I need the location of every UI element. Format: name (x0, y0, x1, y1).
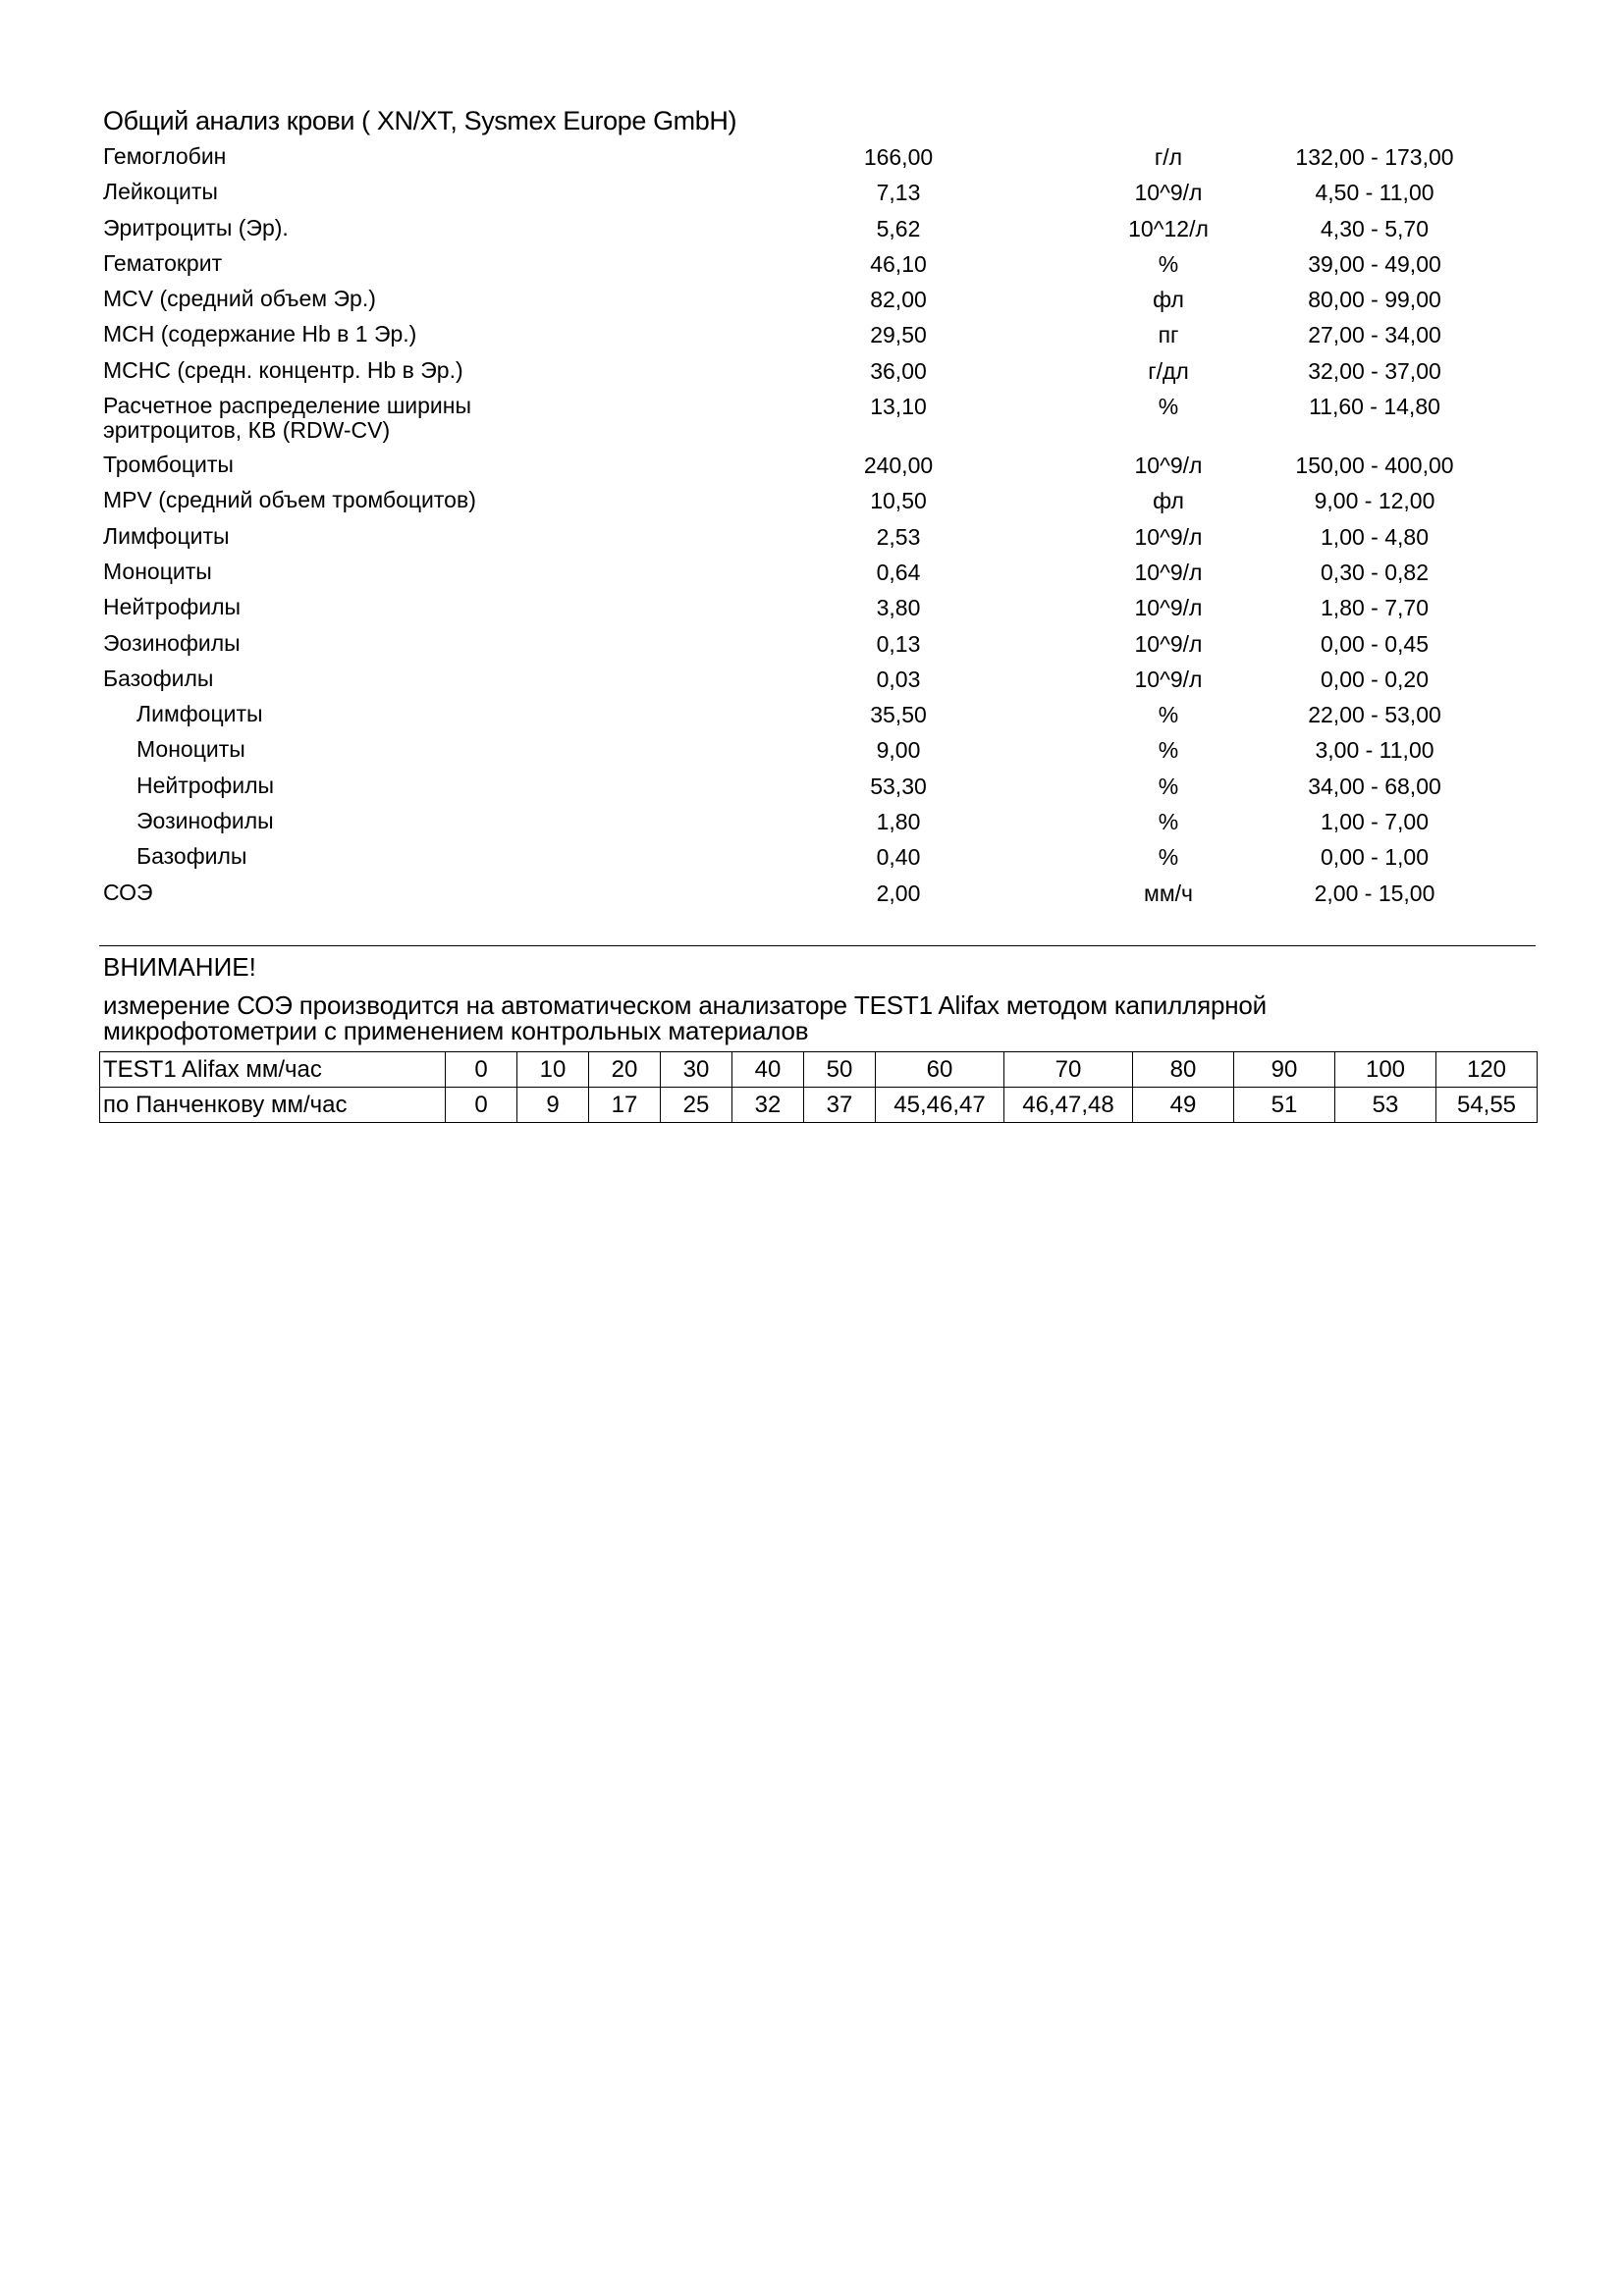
result-name: Моноциты (103, 558, 212, 584)
result-reference: 11,60 - 14,80 (1309, 394, 1440, 420)
result-row (103, 734, 1507, 770)
result-name: Эозинофилы (103, 629, 241, 656)
table-cell: 37 (804, 1088, 876, 1123)
result-name: Базофилы (103, 665, 214, 691)
table-cell: 10 (517, 1052, 589, 1088)
result-row (103, 664, 1507, 699)
table-cell: 17 (589, 1088, 661, 1123)
result-value: 82,00 (870, 287, 927, 313)
result-unit: 10^9/л (1134, 559, 1203, 585)
result-row (103, 521, 1507, 557)
result-name: СОЭ (103, 879, 153, 905)
result-reference: 39,00 - 49,00 (1308, 250, 1441, 277)
result-reference: 27,00 - 34,00 (1308, 322, 1441, 348)
result-unit: пг (1158, 322, 1179, 348)
result-row (103, 213, 1507, 248)
table-cell-label: TEST1 Alifax мм/час (100, 1052, 446, 1088)
result-unit: 10^9/л (1134, 180, 1203, 206)
result-value: 3,80 (876, 595, 921, 621)
result-value: 9,00 (876, 737, 921, 764)
result-name: Эритроциты (Эр). (103, 214, 289, 240)
table-cell: 70 (1004, 1052, 1133, 1088)
result-reference: 1,00 - 7,00 (1321, 809, 1429, 835)
result-value: 46,10 (870, 250, 927, 277)
result-unit: мм/ч (1144, 880, 1193, 906)
result-row (103, 806, 1507, 841)
table-cell: 32 (732, 1088, 804, 1123)
result-name: Нейтрофилы (103, 594, 242, 620)
warning-title: ВНИМАНИЕ! (103, 952, 256, 982)
result-row (103, 699, 1507, 734)
result-row (103, 628, 1507, 664)
result-name: Гемоглобин (103, 143, 227, 169)
result-reference: 132,00 - 173,00 (1295, 144, 1454, 170)
result-reference: 0,00 - 0,45 (1321, 630, 1429, 657)
result-name: Лимфоциты (136, 701, 263, 727)
result-name-line2: эритроцитов, КВ (RDW-CV) (103, 417, 391, 444)
result-unit: 10^9/л (1134, 453, 1203, 479)
warning-line-2: микрофотометрии с применением контрольных материалов (103, 1016, 809, 1045)
result-unit: 10^12/л (1128, 215, 1209, 241)
result-value: 7,13 (876, 180, 921, 206)
result-name: Тромбоциты (103, 452, 234, 478)
result-reference: 1,80 - 7,70 (1321, 595, 1429, 621)
table-cell: 0 (446, 1052, 517, 1088)
result-unit: 10^9/л (1134, 523, 1203, 550)
esr-conversion-table (99, 1051, 1538, 1123)
table-cell: 60 (876, 1052, 1004, 1088)
result-value: 5,62 (876, 215, 921, 241)
result-value: 0,64 (876, 559, 921, 585)
result-name-line1: Расчетное распределение ширины (103, 393, 472, 419)
result-row (103, 177, 1507, 212)
result-value: 0,03 (876, 666, 921, 692)
result-row (103, 391, 1507, 450)
result-unit: % (1158, 809, 1179, 835)
result-value: 1,80 (876, 809, 921, 835)
result-row (103, 771, 1507, 806)
table-cell: 80 (1133, 1052, 1234, 1088)
table-cell: 9 (517, 1088, 589, 1123)
result-name: MCH (содержание Hb в 1 Эр.) (103, 321, 417, 347)
result-name: Эозинофилы (136, 808, 274, 834)
result-unit: г/дл (1148, 357, 1189, 384)
table-cell: 49 (1133, 1088, 1234, 1123)
result-row (103, 319, 1507, 354)
table-row (100, 1088, 1538, 1123)
result-reference: 4,30 - 5,70 (1321, 215, 1429, 241)
table-cell-label: по Панченкову мм/час (100, 1088, 446, 1123)
result-unit: % (1158, 773, 1179, 799)
result-reference: 9,00 - 12,00 (1314, 488, 1435, 514)
result-name: Лейкоциты (103, 179, 218, 205)
result-unit: % (1158, 844, 1179, 871)
result-value: 53,30 (870, 773, 927, 799)
result-reference: 22,00 - 53,00 (1308, 702, 1441, 728)
result-value: 0,13 (876, 630, 921, 657)
result-row (103, 841, 1507, 877)
result-reference: 0,00 - 0,20 (1321, 666, 1429, 692)
result-name: Нейтрофилы (136, 772, 275, 798)
result-name: Базофилы (136, 843, 247, 870)
table-cell: 90 (1234, 1052, 1335, 1088)
results-list (103, 141, 1507, 913)
table-cell: 40 (732, 1052, 804, 1088)
warning-text (103, 992, 1517, 1043)
result-unit: фл (1153, 488, 1184, 514)
table-cell: 120 (1436, 1052, 1538, 1088)
warning-line-1: измерение СОЭ производится на автоматическом анализаторе TEST1 Alifax методом капиллярной (103, 990, 1267, 1020)
result-row (103, 248, 1507, 284)
result-reference: 32,00 - 37,00 (1308, 357, 1441, 384)
report-title: Общий анализ крови ( XN/XT, Sysmex Europe GmbH) (103, 106, 737, 135)
result-name: Лимфоциты (103, 522, 230, 549)
result-value: 2,00 (876, 880, 921, 906)
result-unit: 10^9/л (1134, 666, 1203, 692)
table-row (100, 1052, 1538, 1088)
result-reference: 80,00 - 99,00 (1308, 287, 1441, 313)
result-reference: 2,00 - 15,00 (1314, 880, 1435, 906)
result-row (103, 557, 1507, 592)
result-row (103, 355, 1507, 391)
result-unit: г/л (1154, 144, 1183, 170)
result-value: 10,50 (870, 488, 927, 514)
table-cell: 54,55 (1436, 1088, 1538, 1123)
result-unit: 10^9/л (1134, 630, 1203, 657)
result-row (103, 450, 1507, 485)
result-value: 0,40 (876, 844, 921, 871)
result-row (103, 284, 1507, 319)
result-name (103, 394, 471, 443)
result-reference: 0,00 - 1,00 (1321, 844, 1429, 871)
result-row (103, 485, 1507, 520)
table-cell: 0 (446, 1088, 517, 1123)
result-reference: 3,00 - 11,00 (1315, 737, 1434, 764)
result-name: Моноциты (136, 736, 245, 763)
result-value: 2,53 (876, 523, 921, 550)
result-unit: % (1158, 250, 1179, 277)
result-name: Гематокрит (103, 249, 223, 276)
result-reference: 0,30 - 0,82 (1321, 559, 1429, 585)
result-reference: 1,00 - 4,80 (1321, 523, 1429, 550)
result-unit: фл (1153, 287, 1184, 313)
result-value: 29,50 (870, 322, 927, 348)
result-value: 240,00 (863, 453, 934, 479)
result-value: 35,50 (870, 702, 927, 728)
table-cell: 46,47,48 (1004, 1088, 1133, 1123)
result-unit: % (1158, 394, 1179, 420)
result-name: MPV (средний объем тромбоцитов) (103, 487, 476, 513)
result-value: 36,00 (870, 357, 927, 384)
result-unit: 10^9/л (1134, 595, 1203, 621)
table-cell: 51 (1234, 1088, 1335, 1123)
result-reference: 34,00 - 68,00 (1308, 773, 1441, 799)
result-reference: 4,50 - 11,00 (1315, 180, 1434, 206)
result-unit: % (1158, 737, 1179, 764)
section-divider (99, 945, 1536, 946)
table-cell: 20 (589, 1052, 661, 1088)
table-cell: 30 (661, 1052, 732, 1088)
table-cell: 45,46,47 (876, 1088, 1004, 1123)
table-cell: 100 (1335, 1052, 1436, 1088)
result-row (103, 878, 1507, 913)
result-value: 166,00 (863, 144, 934, 170)
result-value: 13,10 (870, 394, 927, 420)
table-cell: 53 (1335, 1088, 1436, 1123)
result-reference: 150,00 - 400,00 (1295, 453, 1454, 479)
table-cell: 25 (661, 1088, 732, 1123)
result-row (103, 141, 1507, 177)
table-cell: 50 (804, 1052, 876, 1088)
result-unit: % (1158, 702, 1179, 728)
result-name: MCV (средний объем Эр.) (103, 286, 376, 312)
result-row (103, 592, 1507, 627)
result-name: MCHC (средн. концентр. Hb в Эр.) (103, 356, 463, 383)
